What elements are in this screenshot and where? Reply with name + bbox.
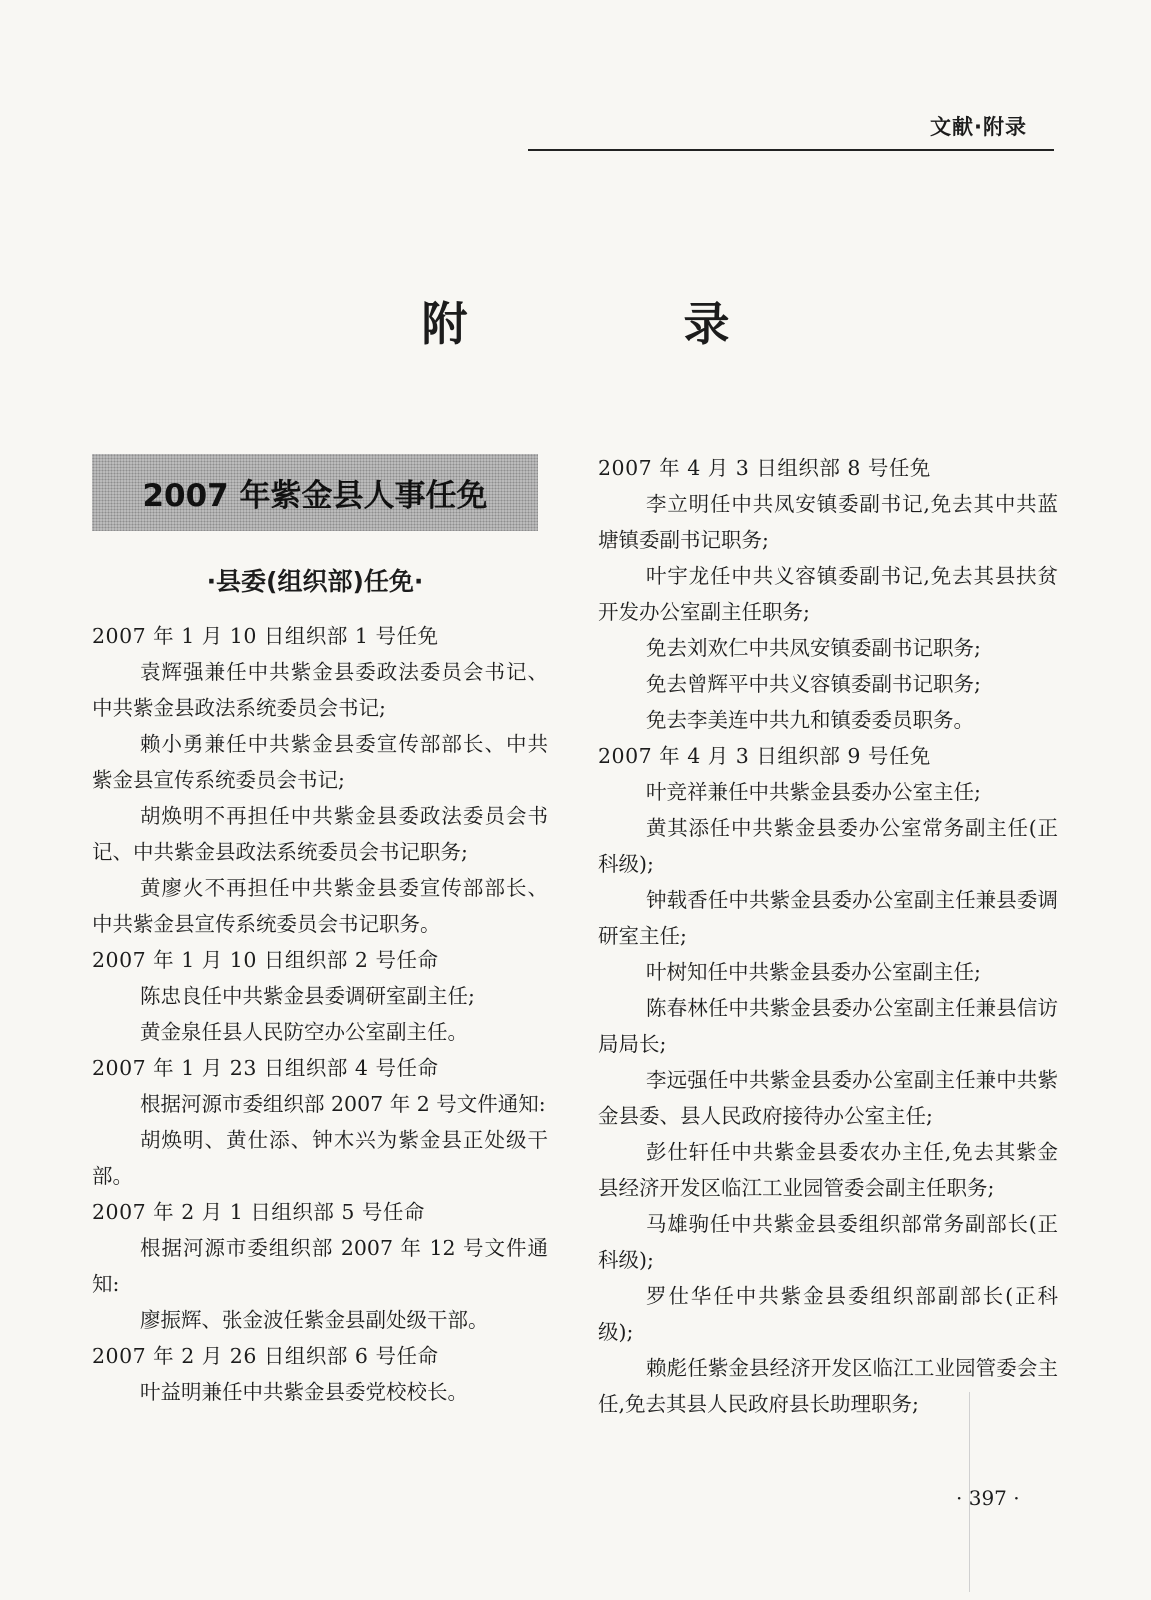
appointment-item: 免去李美连中共九和镇委委员职务。 xyxy=(646,708,974,732)
order-heading: 2007 年 2 月 26 日组织部 6 号任命 xyxy=(92,1344,439,1368)
appointment-item: 马雄驹任中共紫金县委组织部常务副部长(正科级); xyxy=(598,1212,1058,1272)
appointment-item: 黄金泉任县人民防空办公室副主任。 xyxy=(140,1020,468,1044)
appointment-item: 叶竞祥兼任中共紫金县委办公室主任; xyxy=(646,780,981,804)
appointment-item: 陈春林任中共紫金县委办公室副主任兼县信访局局长; xyxy=(598,996,1058,1056)
appointment-item: 赖小勇兼任中共紫金县委宣传部部长、中共紫金县宣传系统委员会书记; xyxy=(92,732,548,792)
appointment-item: 免去刘欢仁中共凤安镇委副书记职务; xyxy=(646,636,981,660)
order-heading: 2007 年 4 月 3 日组织部 8 号任免 xyxy=(598,456,931,480)
order-heading: 2007 年 4 月 3 日组织部 9 号任免 xyxy=(598,744,931,768)
appointment-item: 黄其添任中共紫金县委办公室常务副主任(正科级); xyxy=(598,816,1058,876)
appointment-item: 叶树知任中共紫金县委办公室副主任; xyxy=(646,960,981,984)
subsection-heading: ·县委(组织部)任免· xyxy=(206,567,424,596)
order-heading: 2007 年 2 月 1 日组织部 5 号任命 xyxy=(92,1200,425,1224)
order-heading: 2007 年 1 月 23 日组织部 4 号任命 xyxy=(92,1056,439,1080)
appointment-item: 罗仕华任中共紫金县委组织部副部长(正科级); xyxy=(598,1284,1058,1344)
appointment-item: 黄廖火不再担任中共紫金县委宣传部部长、中共紫金县宣传系统委员会书记职务。 xyxy=(92,876,548,936)
appointment-item: 彭仕轩任中共紫金县委农办主任,免去其紫金县经济开发区临江工业园管委会副主任职务; xyxy=(598,1140,1058,1200)
appointment-item: 胡焕明、黄仕添、钟木兴为紫金县正处级干部。 xyxy=(92,1128,548,1188)
appointment-item: 根据河源市委组织部 2007 年 2 号文件通知: xyxy=(140,1092,546,1116)
page-title: 附 录 xyxy=(421,297,830,351)
order-heading: 2007 年 1 月 10 日组织部 2 号任命 xyxy=(92,948,439,972)
appointment-item: 胡焕明不再担任中共紫金县委政法委员会书记、中共紫金县政法系统委员会书记职务; xyxy=(92,804,548,864)
appointment-item: 钟载香任中共紫金县委办公室副主任兼县委调研室主任; xyxy=(598,888,1058,948)
running-header: 文献·附录 xyxy=(930,115,1027,139)
appointment-item: 叶宇龙任中共义容镇委副书记,免去其县扶贫开发办公室副主任职务; xyxy=(598,564,1058,624)
appointment-item: 免去曾辉平中共义容镇委副书记职务; xyxy=(646,672,981,696)
left-column xyxy=(92,618,548,1410)
appointment-item: 李立明任中共凤安镇委副书记,免去其中共蓝塘镇委副书记职务; xyxy=(598,492,1058,552)
header-rule xyxy=(528,149,1054,151)
appointment-item: 根据河源市委组织部 2007 年 12 号文件通知: xyxy=(92,1236,548,1296)
appointment-item: 赖彪任紫金县经济开发区临江工业园管委会主任,免去其县人民政府县长助理职务; xyxy=(598,1356,1058,1416)
appointment-item: 李远强任中共紫金县委办公室副主任兼中共紫金县委、县人民政府接待办公室主任; xyxy=(598,1068,1058,1128)
section-banner xyxy=(92,454,538,531)
appointment-item: 陈忠良任中共紫金县委调研室副主任; xyxy=(140,984,475,1008)
appointment-item: 袁辉强兼任中共紫金县委政法委员会书记、中共紫金县政法系统委员会书记; xyxy=(92,660,548,720)
order-heading: 2007 年 1 月 10 日组织部 1 号任免 xyxy=(92,624,439,648)
right-column xyxy=(598,450,1058,1422)
page-number: · 397 · xyxy=(956,1486,1020,1510)
section-title: 2007 年紫金县人事任免 xyxy=(142,478,488,514)
appointment-item: 廖振辉、张金波任紫金县副处级干部。 xyxy=(140,1308,489,1332)
appointment-item: 叶益明兼任中共紫金县委党校校长。 xyxy=(140,1380,468,1404)
